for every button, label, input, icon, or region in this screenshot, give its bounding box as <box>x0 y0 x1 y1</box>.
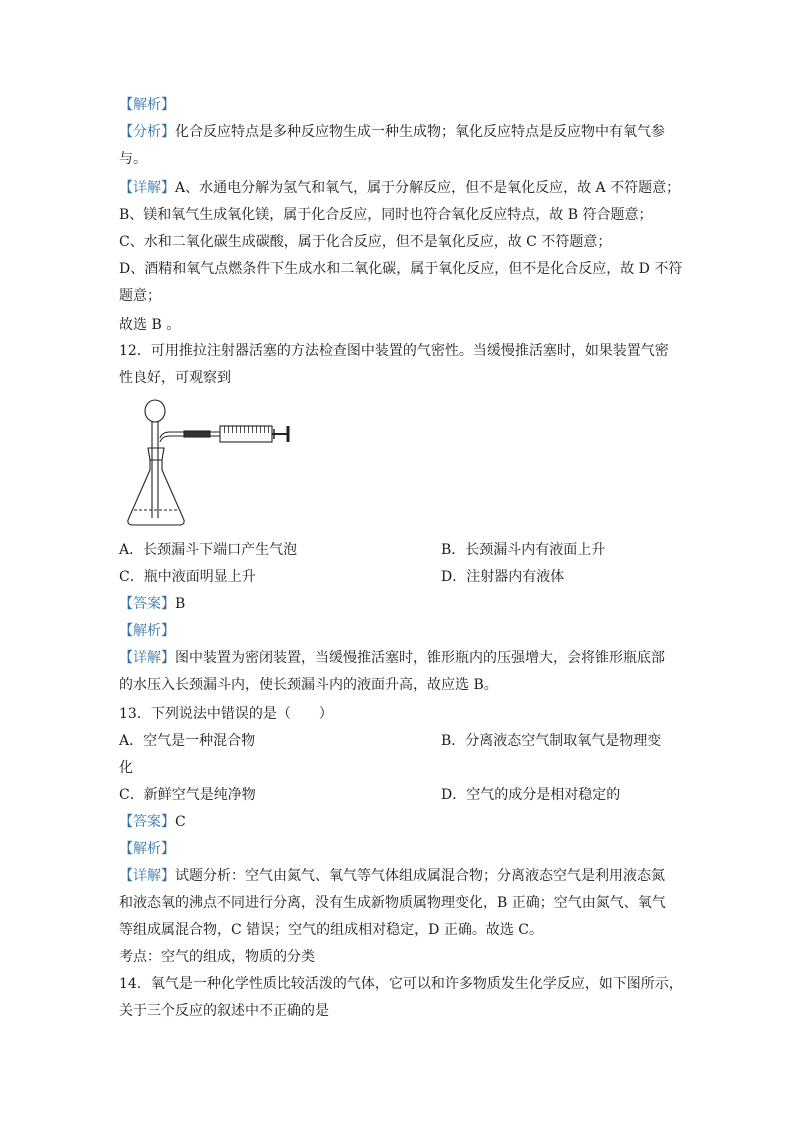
q12-answer-tag: 【答案】 <box>119 596 175 612</box>
q11-xiangjie-d-1: D、酒精和氧气点燃条件下生成水和二氧化碳，属于氧化反应，但不是化合反应，故 D 不符 <box>119 261 683 277</box>
q13-option-d: D．空气的成分是相对稳定的 <box>441 787 621 803</box>
q14-stem-2: 关于三个反应的叙述中不正确的是 <box>119 1003 329 1019</box>
q12-option-b: B．长颈漏斗内有液面上升 <box>441 542 606 558</box>
q11-xiangjie-d-2: 题意； <box>119 288 161 304</box>
side-tube <box>160 432 184 442</box>
q13-xiangjie-2: 和液态氧的沸点不同进行分离，没有生成新物质属物理变化，B 正确；空气由氮气、氧气 <box>119 895 666 911</box>
conical-flask <box>128 460 184 525</box>
q11-xiangjie-a: A、水通电分解为氢气和氧气，属于分解反应，但不是氧化反应，故 A 不符题意； <box>175 180 681 196</box>
funnel-bulb <box>145 400 165 422</box>
q13-xiangjie-line-1 <box>119 867 665 885</box>
q13-stem: 13．下列说法中错误的是（ ） <box>119 706 333 722</box>
q11-xiangjie-c: C、水和二氧化碳生成碳酸，属于化合反应，但不是氧化反应，故 C 不符题意； <box>119 234 612 250</box>
q11-fenxi-text-2: 与。 <box>119 151 147 167</box>
q13-kaodian: 考点：空气的组成，物质的分类 <box>119 949 315 965</box>
q12-xiangjie-2: 的水压入长颈漏斗内，使长颈漏斗内的液面升高，故应选 B。 <box>119 677 498 693</box>
q13-answer-tag: 【答案】 <box>119 814 175 830</box>
q13-option-b-2: 化 <box>119 760 133 776</box>
q11-fenxi-text-1: 化合反应特点是多种反应物生成一种生成物；氧化反应特点是反应物中有氧气参 <box>175 124 665 140</box>
q11-fenxi-tag: 【分析】 <box>119 124 175 140</box>
q12-xiangjie-tag: 【详解】 <box>119 650 175 666</box>
q11-fenxi-line-1 <box>119 123 665 141</box>
q12-jiexi-tag: 【解析】 <box>119 623 175 639</box>
stopper <box>148 448 164 460</box>
q13-option-a: A．空气是一种混合物 <box>119 733 256 749</box>
airtightness-apparatus-diagram <box>124 398 300 530</box>
funnel-stem <box>152 421 158 518</box>
q13-answer-line <box>119 813 186 831</box>
q13-answer: C <box>175 814 186 830</box>
q13-option-c: C．新鲜空气是纯净物 <box>119 787 256 803</box>
q12-xiangjie-line-1 <box>119 649 665 667</box>
q12-xiangjie-1: 图中装置为密闭装置，当缓慢推活塞时，锥形瓶内的压强增大，会将锥形瓶底部 <box>175 650 665 666</box>
q13-xiangjie-1: 试题分析：空气由氮气、氧气等气体组成属混合物；分离液态空气是利用液态氮 <box>175 868 665 884</box>
q11-xiangjie-tag: 【详解】 <box>119 180 175 196</box>
q12-answer-line <box>119 595 185 613</box>
q11-jiexi-tag: 【解析】 <box>119 97 175 113</box>
q13-option-b-1: B．分离液态空气制取氧气是物理变 <box>441 733 662 749</box>
rubber-connector <box>184 431 210 437</box>
q12-option-d: D．注射器内有液体 <box>441 569 565 585</box>
q13-jiexi-tag: 【解析】 <box>119 841 175 857</box>
q11-conclusion: 故选 B 。 <box>119 317 181 333</box>
q12-stem-2: 性良好，可观察到 <box>119 370 231 386</box>
q12-stem-1: 12．可用推拉注射器活塞的方法检查图中装置的气密性。当缓慢推活塞时，如果装置气密 <box>119 343 669 359</box>
q11-xiangjie-line-a <box>119 179 680 197</box>
q12-option-a: A．长颈漏斗下端口产生气泡 <box>119 542 298 558</box>
q13-xiangjie-tag: 【详解】 <box>119 868 175 884</box>
q11-xiangjie-b: B、镁和氧气生成氧化镁，属于化合反应，同时也符合氧化反应特点，故 B 符合题意； <box>119 207 653 223</box>
syringe-scale-marks <box>224 426 269 433</box>
q12-answer: B <box>175 596 186 612</box>
q13-xiangjie-3: 等组成属混合物，C 错误；空气的组成相对稳定，D 正确。故选 C。 <box>119 922 543 938</box>
q14-stem-1: 14．氧气是一种化学性质比较活泼的气体，它可以和许多物质发生化学反应，如下图所示， <box>119 976 683 992</box>
connector-tube <box>210 432 220 436</box>
q12-option-c: C．瓶中液面明显上升 <box>119 569 256 585</box>
